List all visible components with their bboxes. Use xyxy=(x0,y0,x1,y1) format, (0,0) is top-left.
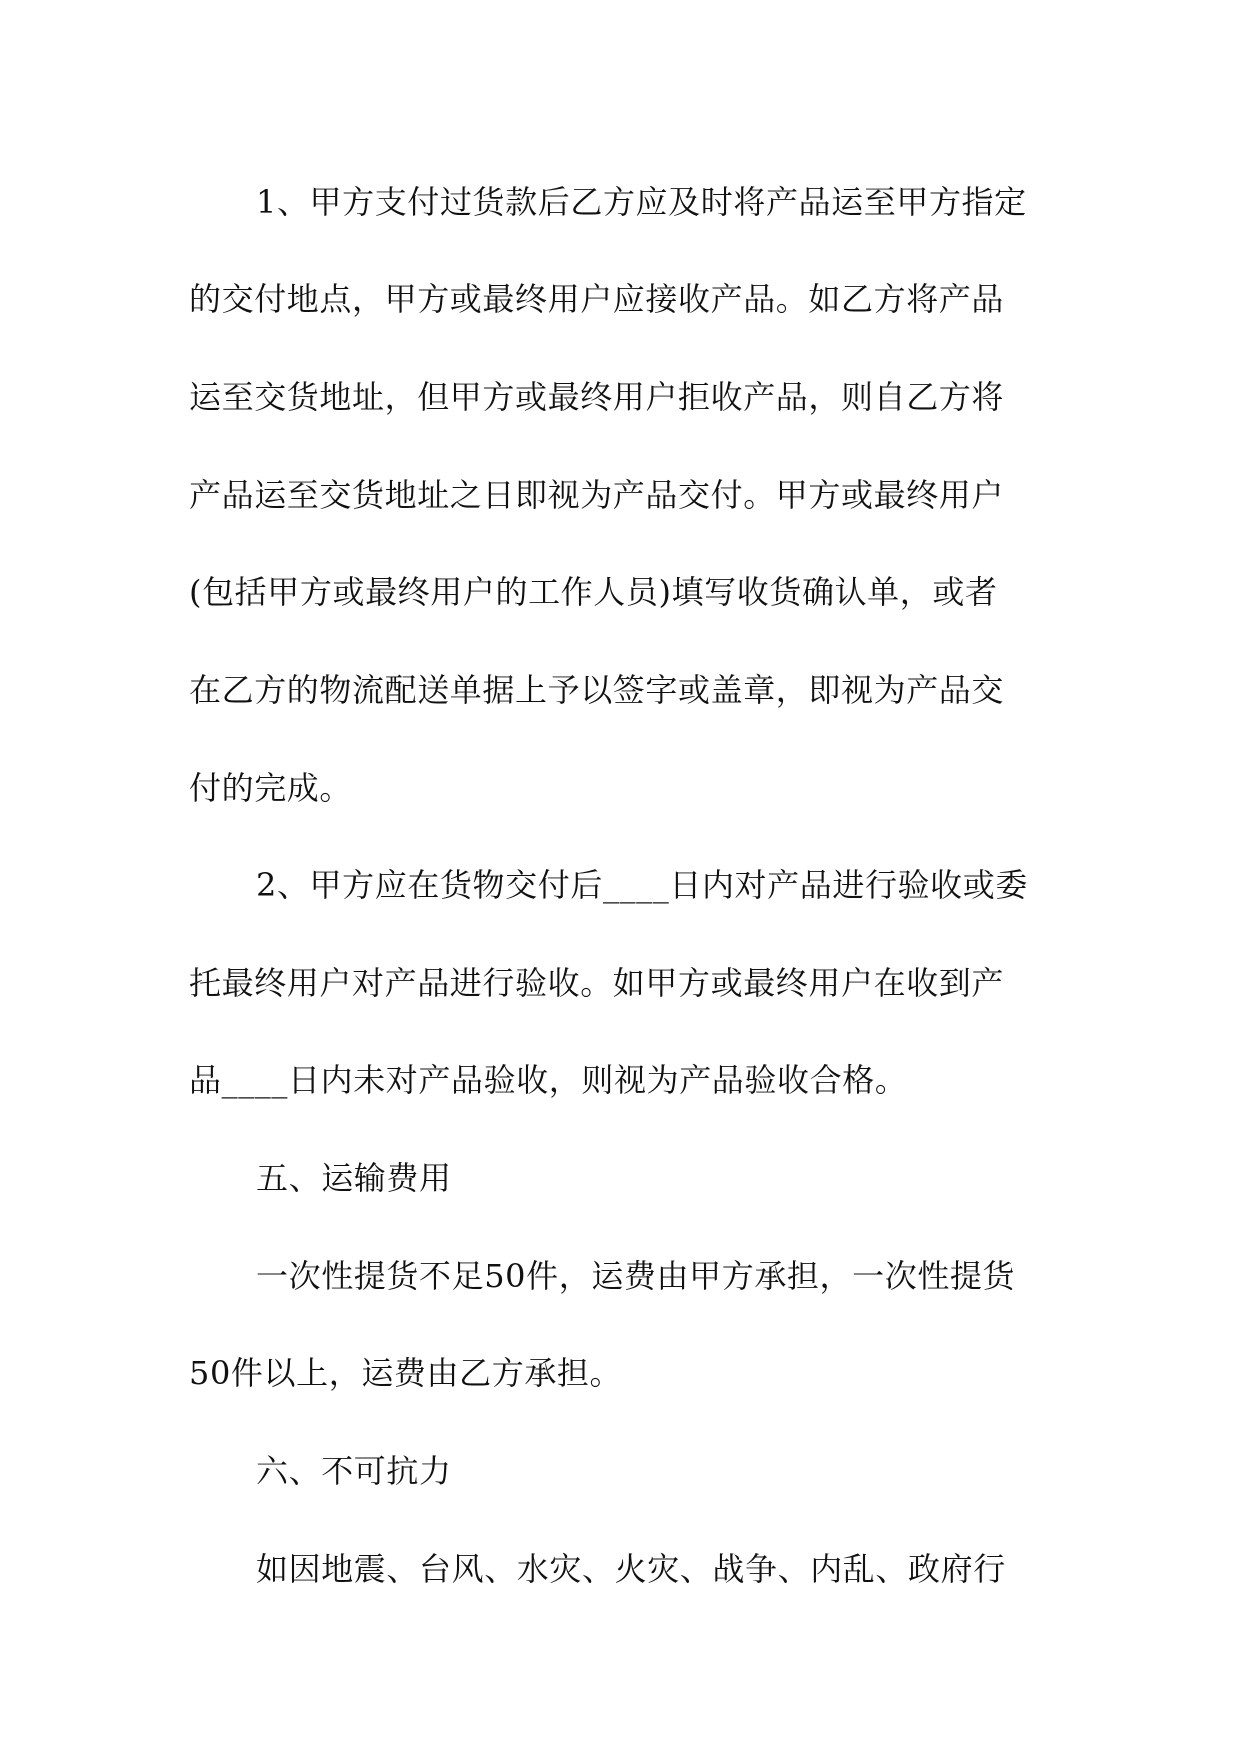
paragraph-4-line-1: 如因地震、台风、水灾、火灾、战争、内乱、政府行 xyxy=(256,1550,1006,1588)
section-heading-force-majeure: 六、不可抗力 xyxy=(256,1452,452,1490)
paragraph-2-line-3: 品____日内未对产品验收，则视为产品验收合格。 xyxy=(189,1061,908,1099)
paragraph-1-line-7: 付的完成。 xyxy=(189,769,353,807)
paragraph-1-line-2: 的交付地点，甲方或最终用户应接收产品。如乙方将产品 xyxy=(189,280,1005,318)
paragraph-2-line-2: 托最终用户对产品进行验收。如甲方或最终用户在收到产 xyxy=(189,964,1005,1002)
paragraph-3-line-2: 50件以上，运费由乙方承担。 xyxy=(189,1354,623,1392)
paragraph-2-line-1: 2、甲方应在货物交付后____日内对产品进行验收或委 xyxy=(256,866,1028,904)
paragraph-3-line-1: 一次性提货不足50件，运费由甲方承担，一次性提货 xyxy=(256,1257,1016,1295)
paragraph-1-line-1: 1、甲方支付过货款后乙方应及时将产品运至甲方指定 xyxy=(256,183,1027,221)
paragraph-1-line-5: (包括甲方或最终用户的工作人员)填写收货确认单，或者 xyxy=(189,573,998,611)
paragraph-1-line-6: 在乙方的物流配送单据上予以签字或盖章，即视为产品交 xyxy=(189,671,1005,709)
paragraph-1-line-3: 运至交货地址，但甲方或最终用户拒收产品，则自乙方将 xyxy=(189,378,1005,416)
paragraph-1-line-4: 产品运至交货地址之日即视为产品交付。甲方或最终用户 xyxy=(189,476,1005,514)
section-heading-transport: 五、运输费用 xyxy=(256,1159,452,1197)
